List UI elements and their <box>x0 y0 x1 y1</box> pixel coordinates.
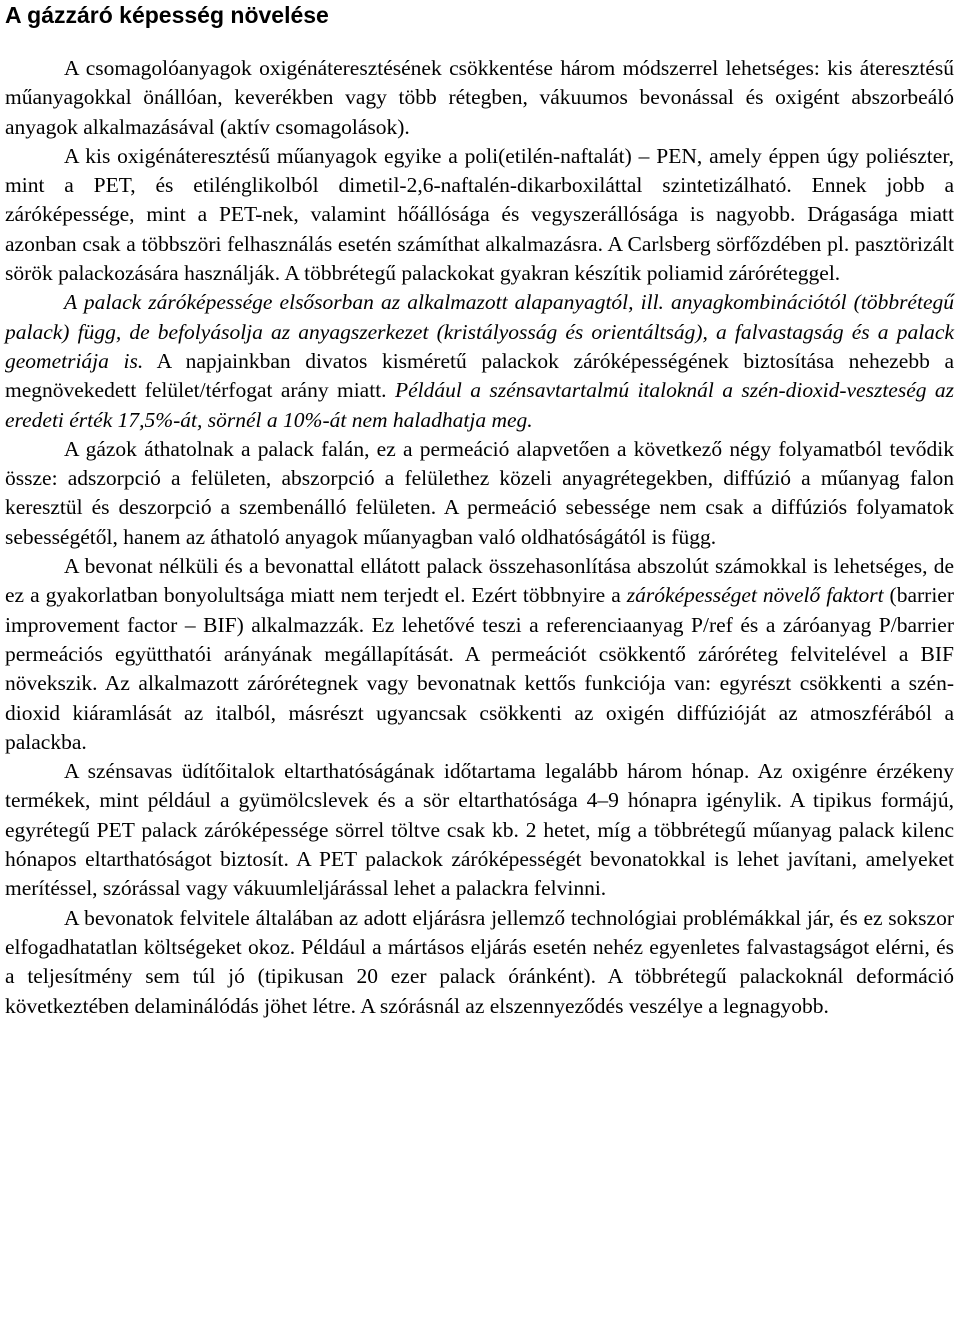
italic-text: Például a szénsavtartalmú italoknál a szén-dioxid-veszteség az eredeti érték 17,5%-át, sörnél a 10%-át nem haladhatja meg. <box>5 378 955 432</box>
paragraph <box>5 435 954 552</box>
paragraph-text: A bevonatok felvitele általában az adott eljárásra jellemző technológiai problémákkal jár, és ez sokszor elfogadhatatlan költségeket okoz. Például a mártásos eljárás esetén nehéz egyenletes falvastagságot elérni, és a teljesítmény sem túl jó (tipikusan 20 ezer palack óránként). A többrétegű palackoknál deformáció következtében delaminálódás jöhet létre. A szórásnál az elszennyeződés veszélye a legnagyobb. <box>5 905 954 1018</box>
paragraph <box>5 757 954 903</box>
paragraph <box>5 904 954 1021</box>
paragraph <box>5 288 954 434</box>
paragraph-text: A csomagolóanyagok oxigénáteresztésének csökkentése három módszerrel lehetséges: kis áteresztésű műanyagokkal önállóan, keverékben vagy több rétegben, vákuumos bevonással és oxigént abszorbeáló anyagok alkalmazásával (aktív csomagolások). <box>5 56 954 139</box>
paragraph-text: A napjainkban divatos kisméretű palackok záróképességének biztosítása nehezebb a megnövekedett felület/térfogat arány miatt. <box>5 348 954 403</box>
paragraph-text: A bevonat nélküli és a bevonattal ellátott palack összehasonlítása abszolút számokkal is lehetséges, de ez a gyakorlatban bonyolultsága miatt nem terjedt el. Ezért többnyire a <box>5 554 954 608</box>
paragraph <box>5 142 954 288</box>
italic-text: A palack záróképessége elsősorban az alkalmazott alapanyagtól, ill. anyagkombinációtól (többrétegű palack) függ, de befolyásolja az anyagszerkezet (kristályosság és orientáltság), a falvastagság és a palack geometriája is. <box>5 290 954 373</box>
paragraph <box>5 552 954 757</box>
paragraph-text: (barrier improvement factor – BIF) alkalmazzák. Ez lehetővé teszi a referenciaanyag P/ref és a záróanyag P/barrier permeációs együtthatói arányának megállapítását. A permeációt csökkentő záróréteg felvitelével a BIF növekszik. Az alkalmazott zárórétegnek vagy bevonatnak kettős funkciója van: egyrészt csökkenti a szén-dioxid kiáramlását az italból, másrészt ugyancsak csökkenti az oxigén diffúzióját az atmoszférából a palackba. <box>5 583 955 754</box>
italic-text: záróképességet növelő faktort <box>626 583 884 608</box>
paragraph-text: A szénsavas üdítőitalok eltarthatóságának időtartama legalább három hónap. Az oxigénre érzékeny termékek, mint például a gyümölcslevek és a sör eltarthatósága 4–9 hónapra igénylik. A tipikus formájú, egyrétegű PET palack záróképessége sörrel töltve csak kb. 2 hetet, míg a többrétegű műanyag palack kilenc hónapos eltarthatóságot biztosít. A PET palackok záróképességét bevonatokkal is lehet javítani, amelyeket merítéssel, szórással vagy vákuumleljárással lehet a palackra felvinni. <box>5 759 954 901</box>
page-title: A gázzáró képesség növelése <box>5 2 329 28</box>
paragraph-text: A kis oxigénáteresztésű műanyagok egyike a poli(etilén-naftalát) – PEN, amely éppen úgy poliészter, mint a PET, és etilénglikolból dimetil-2,6-naftalén-dikarboxiláttal szintetizálható. Ennek jobb a záróképessége, mint a PET-nek, valamint hőállósága és vegyszerállósága is nagyobb. Drágasága miatt azonban csak a többszöri felhasználás esetén számíthat alkalmazásra. A Carlsberg sörfőzdében pl. pasztörizált sörök palackozására használják. A többrétegű palackokat gyakran készítik poliamid záróréteggel. <box>5 143 954 286</box>
paragraph-text: A gázok áthatolnak a palack falán, ez a permeáció alapvetően a következő négy folyamatból tevődik össze: adszorpció a felületen, abszorpció a felülethez közeli anyagrétegekben, diffúzió a műanyag falon keresztül és deszorpció a szembenálló felületen. A permeáció sebessége nem csak a diffúziós folyamatok sebességétől, hanem az áthatoló anyagok műanyagban való oldhatóságától is függ. <box>5 436 954 549</box>
paragraph <box>5 54 954 142</box>
